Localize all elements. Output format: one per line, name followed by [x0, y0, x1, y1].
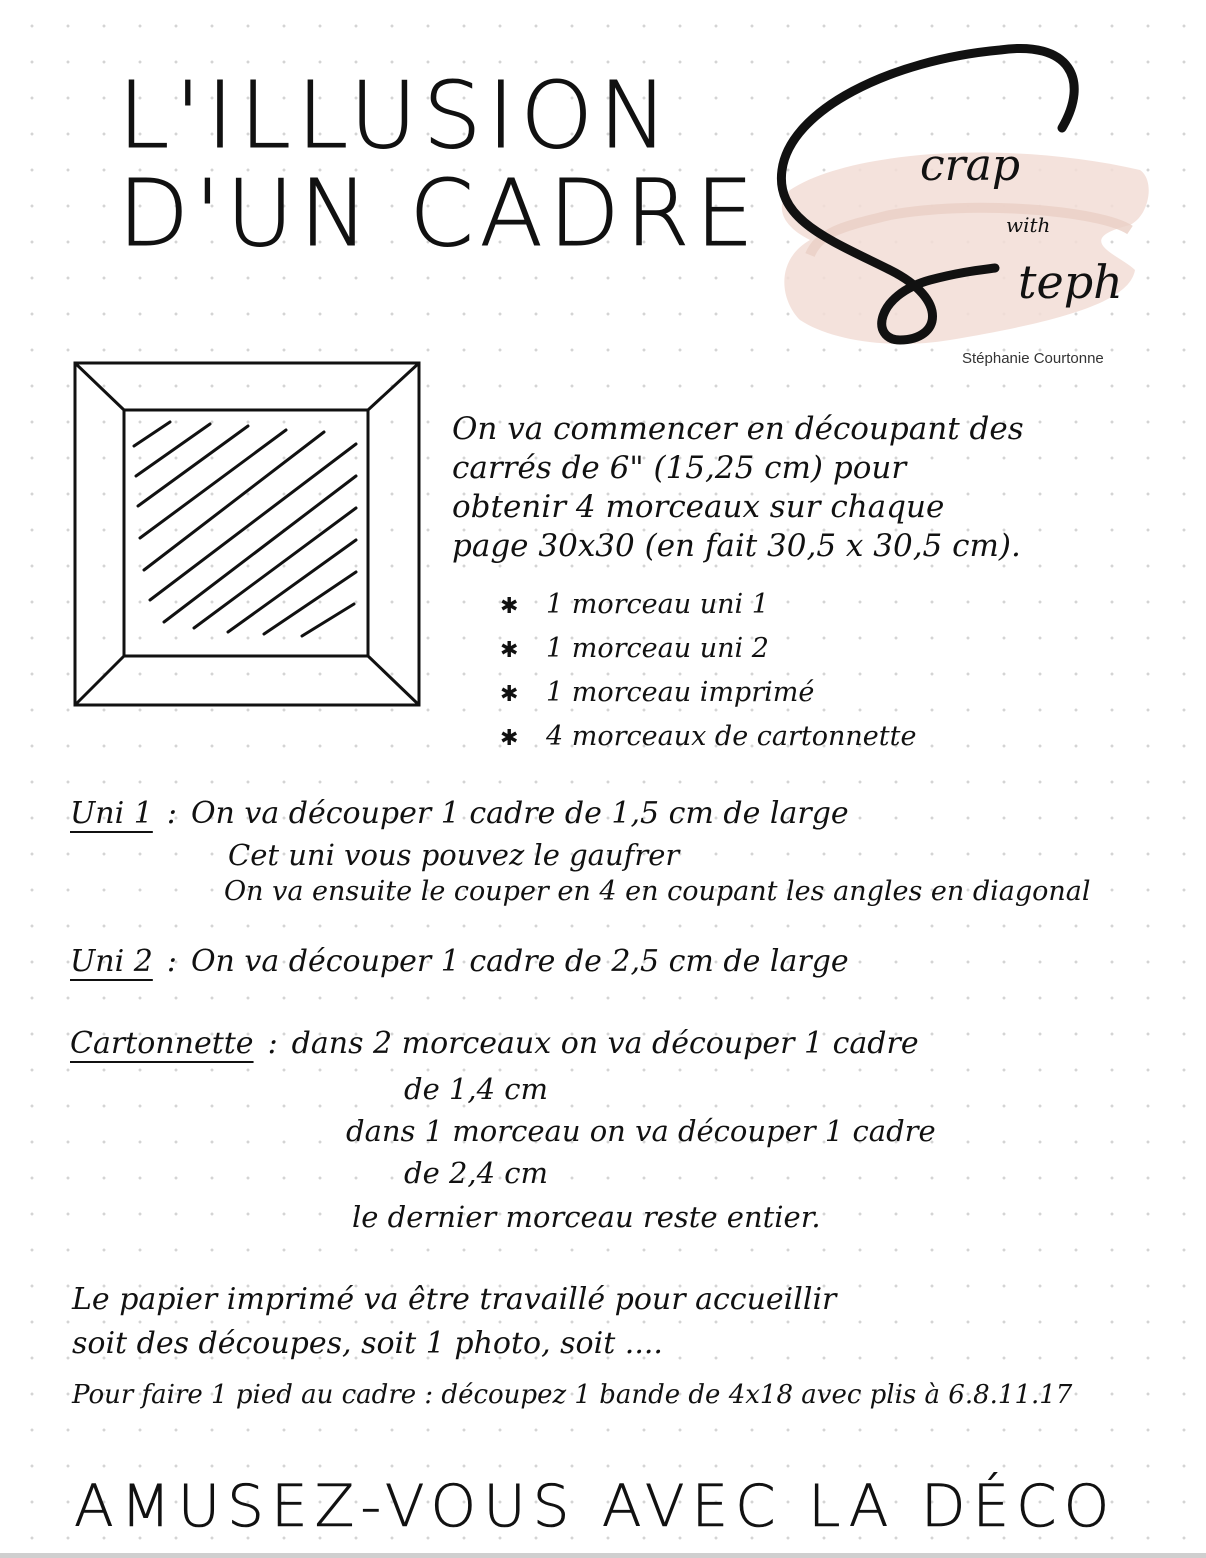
uni1-line-3: On va ensuite le couper en 4 en coupant les angles en diagonal — [224, 876, 1091, 907]
scrap-with-steph-logo — [770, 40, 1160, 380]
uni2-label: Uni 2 — [70, 944, 153, 979]
list-item: ✱ 1 morceau uni 2 — [500, 628, 916, 672]
uni2-line: On va découper 1 cadre de 2,5 cm de large — [190, 944, 849, 979]
title-line-2: D'UN CADRE — [118, 160, 760, 267]
intro-line-4: page 30x30 (en fait 30,5 x 30,5 cm). — [452, 528, 1021, 564]
list-item: ✱ 1 morceau uni 1 — [500, 584, 916, 628]
footer-line-2: soit des découpes, soit 1 photo, soit .... — [72, 1326, 663, 1361]
footer-line-1: Le papier imprimé va être travaillé pour accueillir — [72, 1282, 837, 1317]
list-item: ✱ 1 morceau imprimé — [500, 672, 916, 716]
cartonnette-line-4: de 2,4 cm — [404, 1156, 549, 1190]
cartonnette-label: Cartonnette — [70, 1026, 254, 1061]
uni1-label: Uni 1 — [70, 796, 153, 831]
star-bullet-icon: ✱ — [500, 638, 519, 663]
author-name: Stéphanie Courtonne — [962, 350, 1104, 367]
svg-text:teph: teph — [1018, 255, 1123, 309]
cartonnette-line-2: de 1,4 cm — [404, 1072, 549, 1106]
cartonnette-line-5: le dernier morceau reste entier. — [352, 1200, 821, 1234]
star-bullet-icon: ✱ — [500, 726, 519, 751]
uni1-line-1: On va découper 1 cadre de 1,5 cm de large — [190, 796, 849, 831]
cartonnette-section: Cartonnette : dans 2 morceaux on va découper 1 cadre — [70, 1026, 919, 1061]
list-item: ✱ 4 morceaux de cartonnette — [500, 716, 916, 760]
intro-line-2: carrés de 6" (15,25 cm) pour — [452, 450, 907, 486]
cartonnette-line-3: dans 1 morceau on va découper 1 cadre — [346, 1114, 936, 1148]
materials-list — [500, 584, 916, 760]
intro-line-1: On va commencer en découpant des — [452, 411, 1024, 447]
svg-text:with: with — [1006, 213, 1051, 237]
svg-text:crap: crap — [920, 140, 1021, 191]
intro-paragraph — [452, 410, 1182, 566]
square-frame-diagram-icon — [72, 360, 422, 708]
closing-slogan: AMUSEZ-VOUS AVEC LA DÉCO — [74, 1472, 1117, 1540]
page-bottom-divider — [0, 1553, 1206, 1558]
footer-line-3: Pour faire 1 pied au cadre : découpez 1 bande de 4x18 avec plis à 6.8.11.17 — [72, 1380, 1073, 1410]
uni1-section: Uni 1 : On va découper 1 cadre de 1,5 cm de large — [70, 796, 849, 831]
uni2-section: Uni 2 : On va découper 1 cadre de 2,5 cm de large — [70, 944, 849, 979]
title-line-1: L'ILLUSION — [118, 62, 674, 169]
cartonnette-line-1: dans 2 morceaux on va découper 1 cadre — [291, 1026, 919, 1061]
intro-line-3: obtenir 4 morceaux sur chaque — [452, 489, 945, 525]
uni1-line-2: Cet uni vous pouvez le gaufrer — [228, 838, 680, 872]
star-bullet-icon: ✱ — [500, 682, 519, 707]
star-bullet-icon: ✱ — [500, 594, 519, 619]
